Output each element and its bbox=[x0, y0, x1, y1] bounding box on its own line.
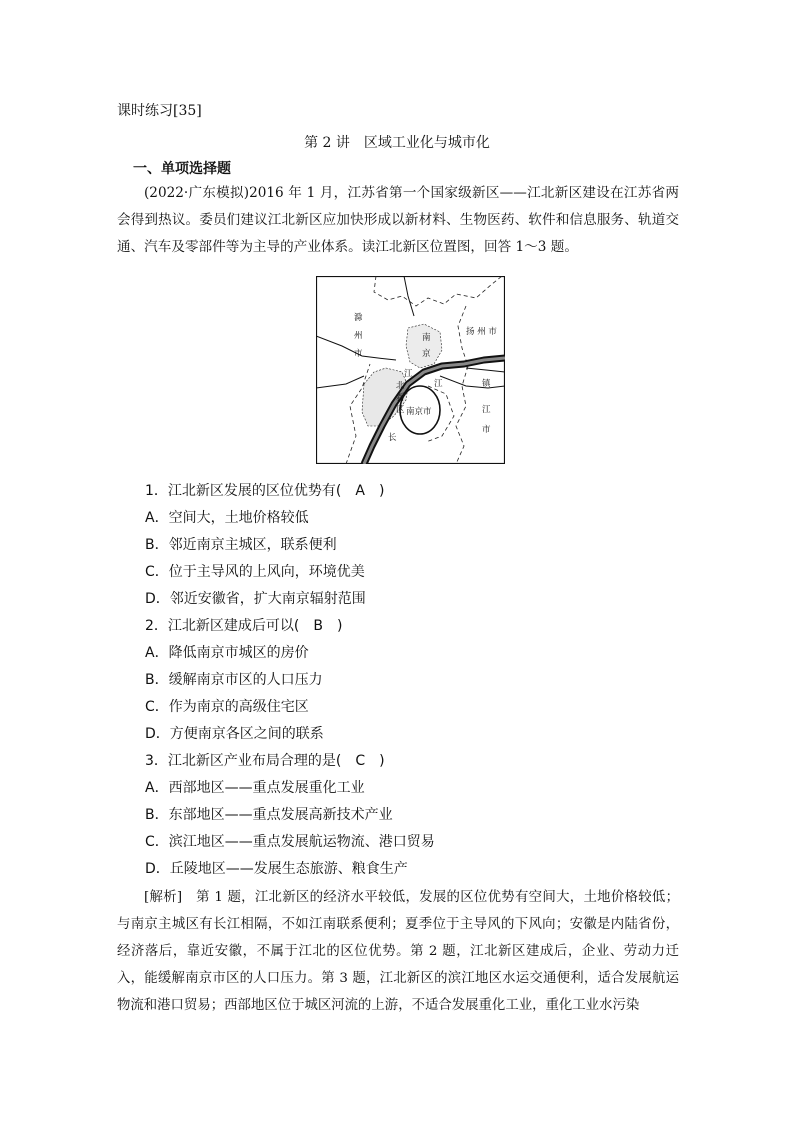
page-title: 第 2 讲 区域工业化与城市化 bbox=[304, 135, 490, 151]
label-jiangbei-2: 北 bbox=[396, 381, 405, 391]
label-chuzhou-1: 滁 bbox=[354, 313, 363, 323]
label-zhenjiang-2: 江 bbox=[482, 405, 491, 415]
label-zhenjiang-3: 市 bbox=[482, 425, 491, 435]
label-river-jiang: 江 bbox=[434, 379, 443, 389]
label-jiangbei-3: 新 bbox=[396, 393, 405, 403]
question-2-option-c: C．作为南京的高级住宅区 bbox=[145, 699, 309, 715]
label-yangzhou: 扬 州 市 bbox=[466, 327, 497, 337]
question-intro bbox=[117, 180, 679, 261]
jiangbei-location-map bbox=[316, 276, 505, 464]
question-3-option-a: A．西部地区——重点发展重化工业 bbox=[145, 780, 365, 796]
label-zhenjiang-1: 镇 bbox=[482, 379, 491, 389]
label-river-chang: 长 bbox=[388, 433, 397, 443]
question-2-stem: 2．江北新区建成后可以( B ) bbox=[145, 618, 343, 634]
question-1-stem: 1．江北新区发展的区位优势有( A ) bbox=[145, 483, 385, 499]
question-3-option-c: C．滨江地区——重点发展航运物流、港口贸易 bbox=[145, 834, 435, 850]
lesson-header: 课时练习[35] bbox=[117, 103, 202, 119]
label-nanjing-city: 南京市 bbox=[406, 407, 432, 417]
question-3-stem: 3．江北新区产业布局合理的是( C ) bbox=[145, 753, 385, 769]
question-3-option-d: D．丘陵地区——发展生态旅游、粮食生产 bbox=[145, 861, 408, 877]
intro-text: (2022·广东模拟)2016 年 1 月，江苏省第一个国家级新区——江北新区建设在江苏省两会得到热议。委员们建议江北新区应加快形成以新材料、生物医药、软件和信息服务、轨道交通、汽车及零部件等为主导的产业体系。读江北新区位置图，回答 1～3 题。 bbox=[117, 185, 679, 255]
analysis-paragraph bbox=[117, 884, 679, 1019]
question-2-option-a: A．降低南京市城区的房价 bbox=[145, 645, 309, 661]
question-1-option-a: A．空间大，土地价格较低 bbox=[145, 510, 309, 526]
section-heading: 一、单项选择题 bbox=[133, 161, 231, 177]
label-jiangbei-1: 江 bbox=[404, 369, 413, 379]
label-chuzhou-3: 市 bbox=[354, 349, 363, 359]
label-chuzhou-2: 州 bbox=[354, 331, 363, 341]
question-2-option-b: B．缓解南京市区的人口压力 bbox=[145, 672, 323, 688]
label-nanjing-top-2: 京 bbox=[422, 349, 431, 359]
question-1-option-b: B．邻近南京主城区，联系便利 bbox=[145, 537, 337, 553]
question-3-option-b: B．东部地区——重点发展高新技术产业 bbox=[145, 807, 393, 823]
question-2-option-d: D．方便南京各区之间的联系 bbox=[145, 726, 324, 742]
question-1-option-d: D．邻近安徽省，扩大南京辐射范围 bbox=[145, 591, 366, 607]
question-1-option-c: C．位于主导风的上风向，环境优美 bbox=[145, 564, 365, 580]
label-jiangbei-4: 区 bbox=[396, 405, 405, 415]
label-nanjing-top-1: 南 bbox=[422, 333, 431, 343]
analysis-text: [解析] 第 1 题，江北新区的经济水平较低，发展的区位优势有空间大，土地价格较低；与南京主城区有长江相隔，不如江南联系便利；夏季位于主导风的下风向；安徽是内陆省份，经济落后，靠近安徽，不属于江北的区位优势。第 2 题，江北新区建成后，企业、劳动力迁入，能缓解南京市区的人口压力。第 3 题，江北新区的滨江地区水运交通便利，适合发展航运物流和港口贸易；西部地区位于城区河流的上游，不适合发展重化工业，重化工业水污染 bbox=[117, 890, 679, 1013]
